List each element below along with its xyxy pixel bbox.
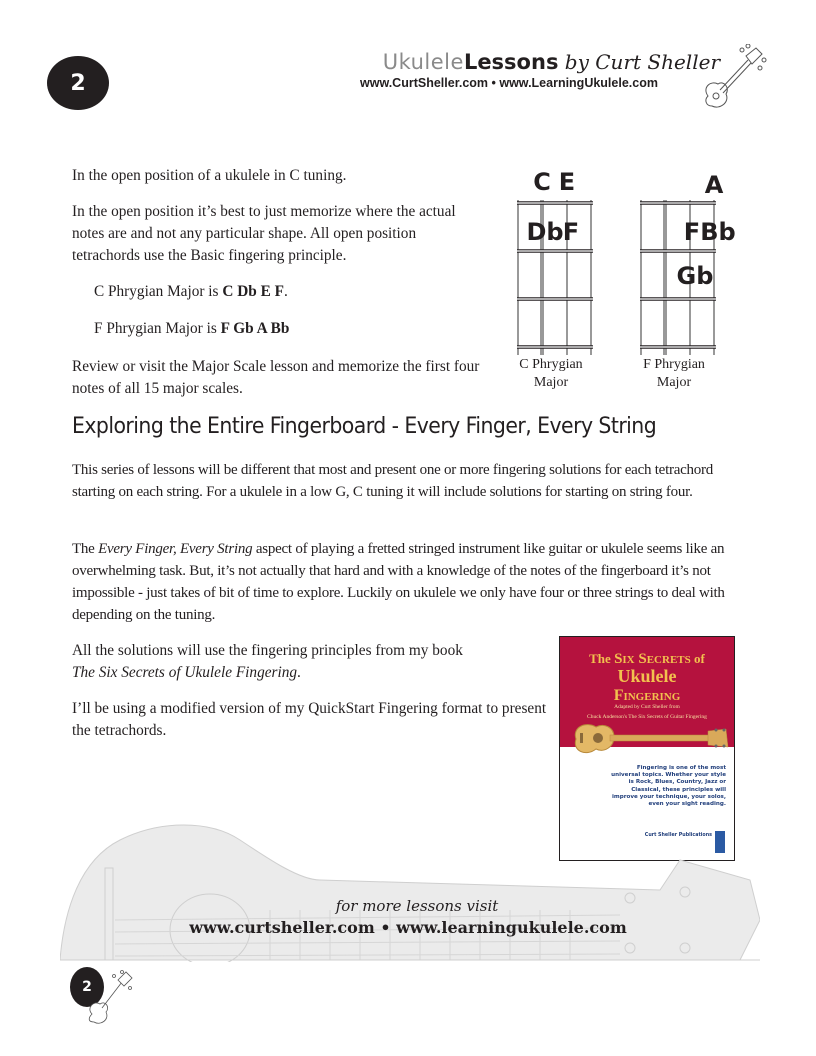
section-paragraph-3: All the solutions will use the fingering principles from my book The Six Secrets of Ukulele Fingering.: [72, 642, 463, 681]
intro-paragraph-2: In the open position it’s best to just memorize where the actual notes are and not any particular shape. All open position tetrachords use the Basic fingering principle.: [72, 203, 456, 264]
c-phrygian-line: C Phrygian Major is C Db E F.: [94, 283, 288, 300]
fretboard-diagram-f-phrygian: [628, 160, 738, 360]
note-label: Db: [526, 218, 564, 246]
fretboard-grid: [628, 160, 738, 360]
note-label: C: [533, 168, 551, 196]
diagram-caption-c: C Phrygian Major: [519, 357, 583, 390]
page-number-badge: [47, 56, 109, 110]
ukulele-illustration: [570, 719, 730, 761]
section-paragraph-1: This series of lessons will be different that most and present one or more fingering solutions for each tetrachord starting on each string. For a ukulele in a low G, C tuning it will include solutions for starting on string four.: [72, 462, 714, 500]
diagram-caption-f: F Phrygian Major: [643, 357, 705, 390]
f-phrygian-line: F Phrygian Major is F Gb A Bb: [94, 320, 290, 337]
section-heading: Exploring the Entire Fingerboard - Every Finger, Every String: [72, 414, 657, 439]
brand-header: [360, 50, 720, 90]
brand-urls: www.CurtSheller.com • www.LearningUkulele.com: [360, 76, 658, 90]
footer-lead: for more lessons visit: [335, 897, 499, 915]
ukulele-watermark: [60, 820, 760, 962]
section-paragraph-2: The Every Finger, Every String aspect of playing a fretted stringed instrument like guitar or ukulele seems like an overwhelming task. But, it’s not actually that hard and with a knowledge of the notes of the fingerboard it’s not impossible - just takes of bit of time to explore. Luckily on ukulele we only have four or three strings to deal with depending on the tuning.: [72, 541, 725, 623]
note-label: F: [683, 218, 701, 246]
fretboard-diagram-c-phrygian: [505, 160, 615, 360]
fretboard-grid: [505, 160, 615, 360]
note-label: F: [562, 218, 580, 246]
book-adapted: Adapted by Curt Sheller from: [614, 704, 680, 710]
book-publisher: Curt Sheller Publications: [644, 833, 712, 838]
intro-paragraph-1: In the open position of a ukulele in C tuning.: [72, 167, 347, 184]
footer-urls: www.curtsheller.com • www.learningukulele.com: [189, 918, 627, 937]
footer-ukulele-icon: [86, 968, 136, 1028]
note-label: Gb: [676, 262, 714, 290]
brand-title: UkuleleLessons by Curt Sheller: [382, 50, 720, 74]
footer-page-number: 2: [82, 979, 92, 995]
note-label: Bb: [700, 218, 736, 246]
note-label: E: [558, 168, 576, 196]
page-number: 2: [70, 70, 86, 96]
section-paragraph-4: I’ll be using a modified version of my QuickStart Fingering format to present the tetrachords.: [72, 700, 547, 739]
intro-paragraph-review: Review or visit the Major Scale lesson and memorize the first four notes of all 15 major scales.: [72, 358, 480, 397]
note-label: A: [704, 171, 724, 199]
book-title: The Six Secrets of Ukulele Fingering: [589, 651, 705, 704]
ukulele-icon: [700, 44, 770, 112]
book-source: Chuck Anderson's The Six Secrets of Guitar Fingering: [587, 714, 707, 720]
book-blurb: Fingering is one of the most universal topics. Whether your style is Rock, Blues, Country, Jazz or Classical, these principles will improve your technique, your solos, even your sight reading.: [611, 765, 726, 808]
